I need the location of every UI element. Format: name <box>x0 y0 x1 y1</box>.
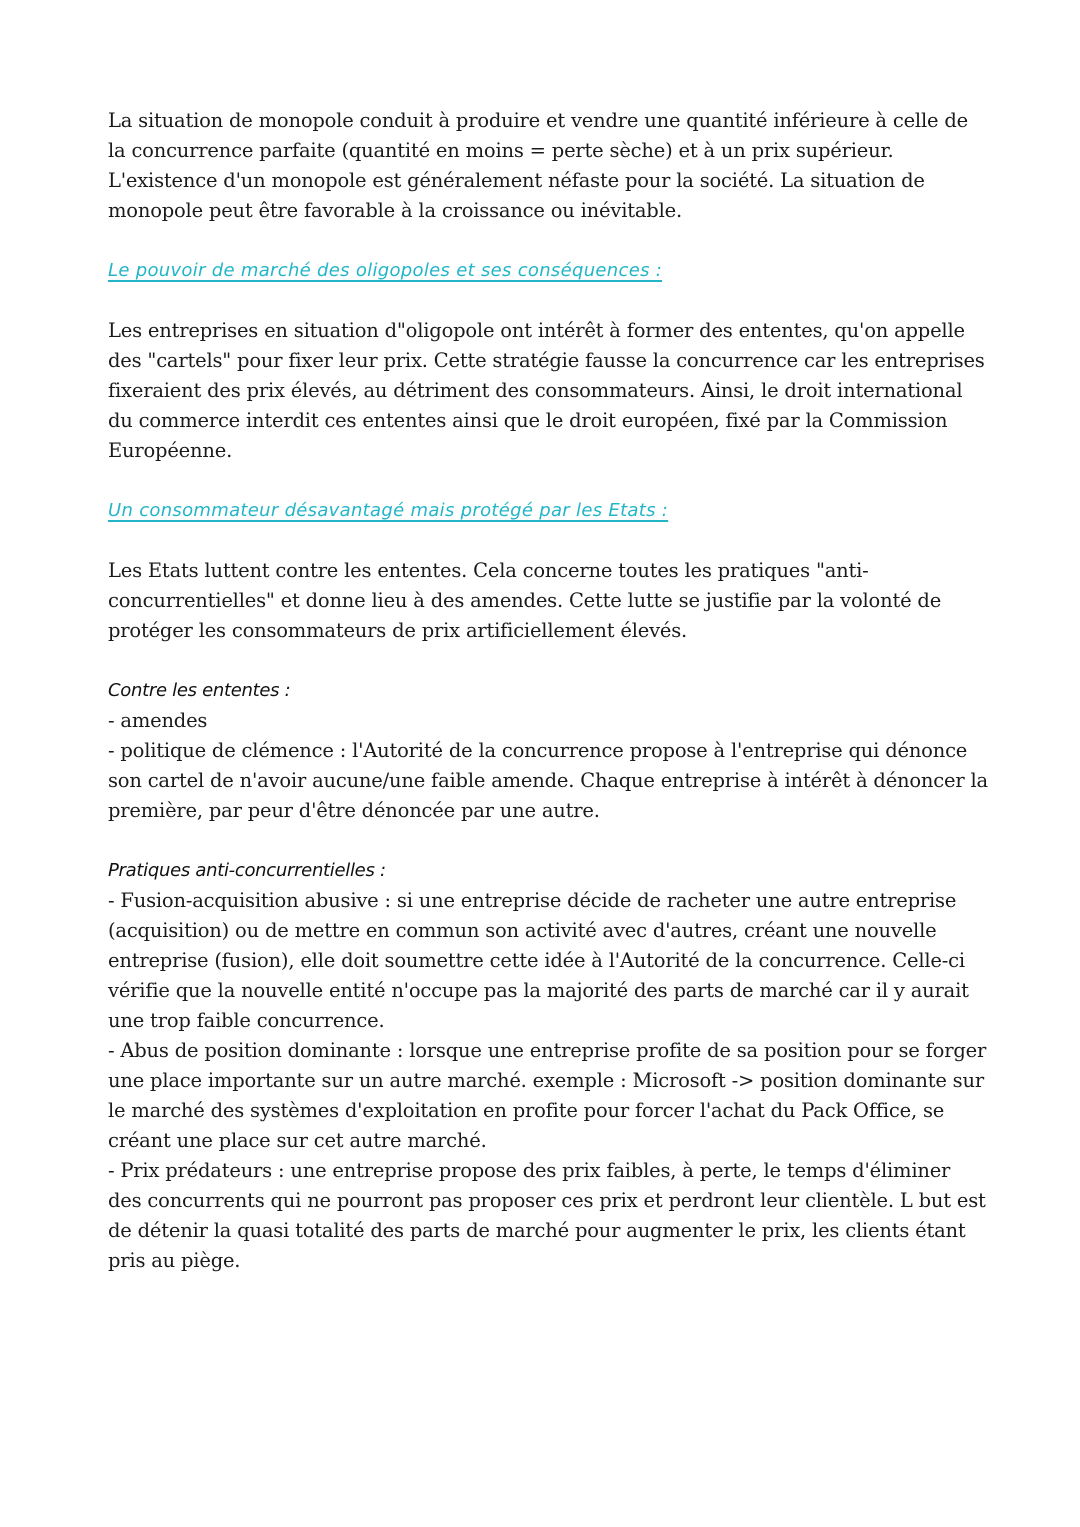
subsection-heading-pratiques: Pratiques anti-concurrentielles : <box>108 860 386 881</box>
intro-paragraph: La situation de monopole conduit à produire et vendre une quantité inférieure à celle de la concurrence parfaite (quantité en moins = perte sèche) et à un prix supérieur. L'existence d'un monopole est généralement néfaste pour la société. La situation de monopole peut être favorable à la croissance ou inévitable. <box>108 109 968 222</box>
list-item: - Fusion-acquisition abusive : si une entreprise décide de racheter une autre entreprise (acquisition) ou de mettre en commun son activité avec d'autres, créant une nouvelle entreprise (fusion), elle doit soumettre cette idée à l'Autorité de la concurrence. Celle-ci vérifie que la nouvelle entité n'occupe pas la majorité des parts de marché car il y aurait une trop faible concurrence. <box>108 889 969 1032</box>
subsection-contre-ententes <box>108 676 988 826</box>
subsection-pratiques <box>108 856 988 1276</box>
section-heading-consommateur: Un consommateur désavantagé mais protégé par les Etats : <box>108 500 669 521</box>
section-paragraph-oligopoles: Les entreprises en situation d"oligopole ont intérêt à former des ententes, qu'on appelle des "cartels" pour fixer leur prix. Cette stratégie fausse la concurrence car les entreprises fixeraient des prix élevés, au détriment des consommateurs. Ainsi, le droit international du commerce interdit ces ententes ainsi que le droit européen, fixé par la Commission Européenne. <box>108 319 985 462</box>
section-heading-oligopoles: Le pouvoir de marché des oligopoles et ses conséquences : <box>108 260 663 281</box>
list-item: - amendes <box>108 709 208 732</box>
document-page <box>108 106 988 1276</box>
list-item: - Prix prédateurs : une entreprise propose des prix faibles, à perte, le temps d'éliminer des concurrents qui ne pourront pas proposer ces prix et perdront leur clientèle. L but est de détenir la quasi totalité des parts de marché pour augmenter le prix, les clients étant pris au piège. <box>108 1159 986 1272</box>
list-item: - politique de clémence : l'Autorité de la concurrence propose à l'entreprise qui dénonce son cartel de n'avoir aucune/une faible amende. Chaque entreprise à intérêt à dénoncer la première, par peur d'être dénoncée par une autre. <box>108 739 988 822</box>
subsection-heading-contre-ententes: Contre les ententes : <box>108 680 291 701</box>
section-paragraph-consommateur: Les Etats luttent contre les ententes. Cela concerne toutes les pratiques "anti-concurrentielles" et donne lieu à des amendes. Cette lutte se justifie par la volonté de protéger les consommateurs de prix artificiellement élevés. <box>108 559 942 642</box>
list-item: - Abus de position dominante : lorsque une entreprise profite de sa position pour se forger une place importante sur un autre marché. exemple : Microsoft -> position dominante sur le marché des systèmes d'exploitation en profite pour forcer l'achat du Pack Office, se créant une place sur cet autre marché. <box>108 1039 987 1152</box>
